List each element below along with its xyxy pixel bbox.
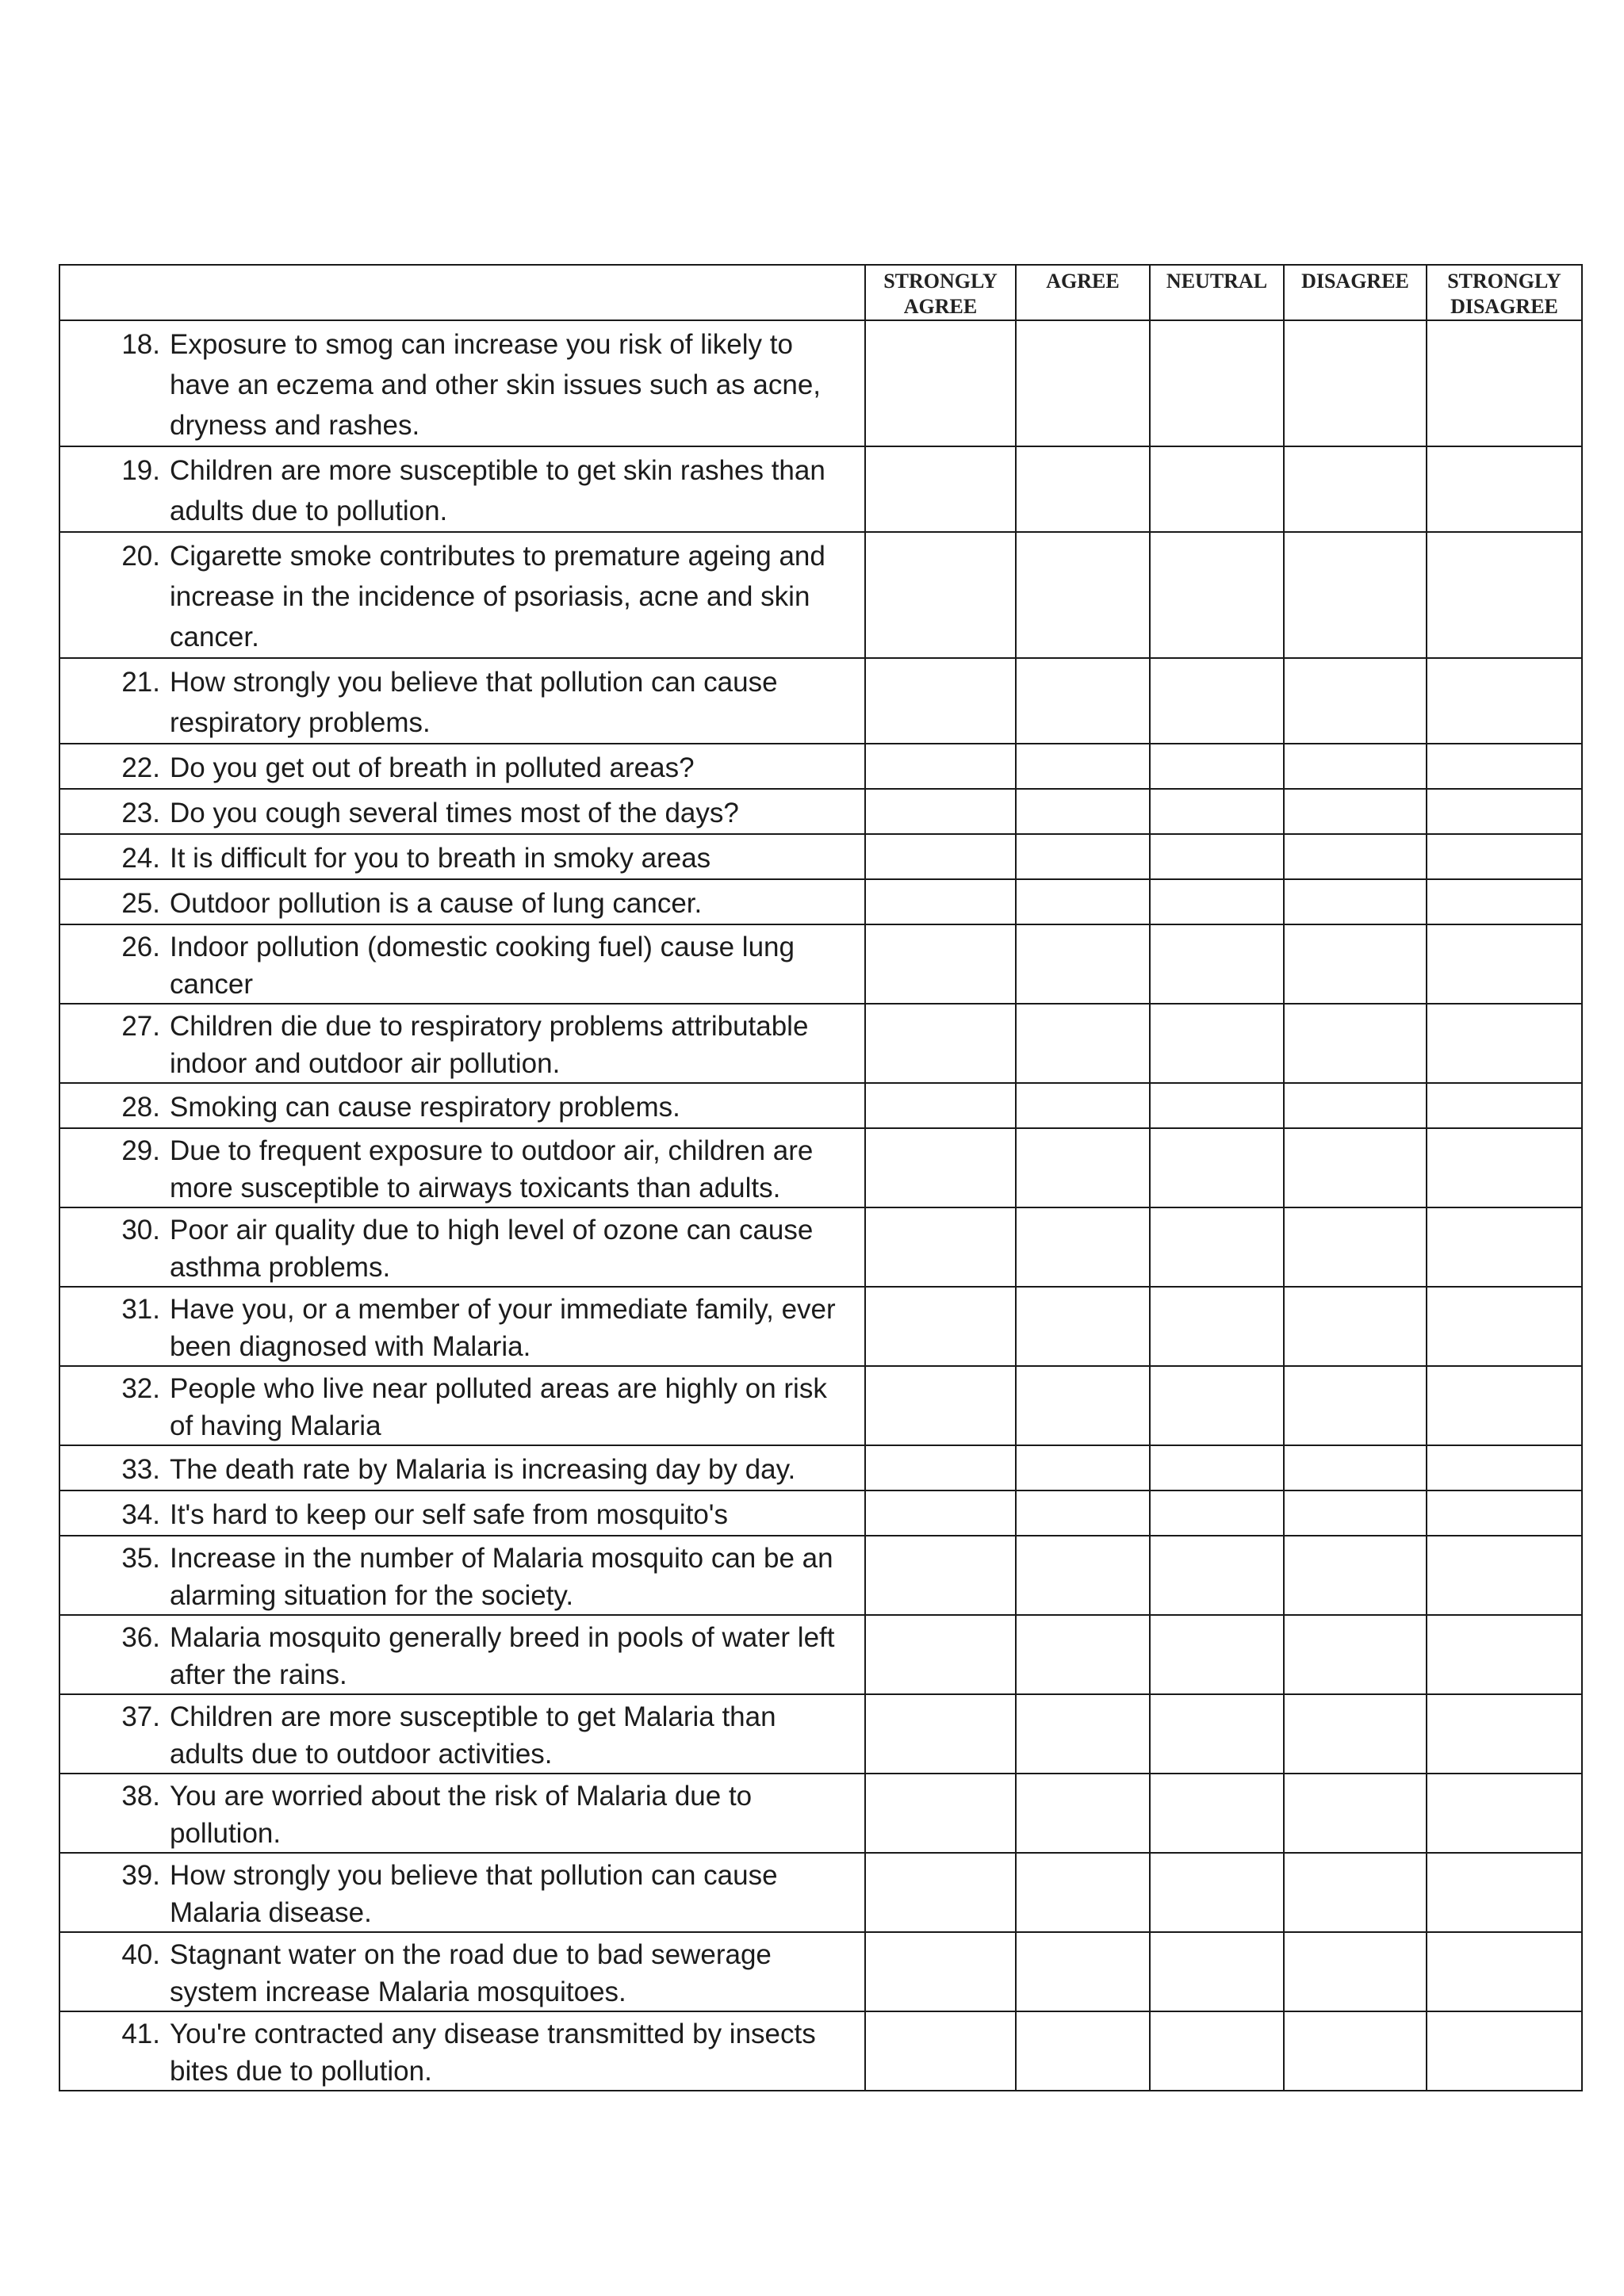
question-content [60,1288,864,1365]
question-number: 37. [121,1701,160,1732]
header-question-column [59,265,865,320]
question-row [59,1615,1582,1694]
question-content [60,659,864,743]
question-content [60,835,864,878]
response-cell-neutral[interactable] [1150,1445,1284,1490]
question-rows [59,320,1582,2091]
header-neutral: NEUTRAL [1150,265,1284,320]
question-number: 34. [121,1499,160,1530]
question-content [60,321,864,446]
question-number: 23. [121,798,160,828]
question-content [60,925,864,1003]
question-row [59,924,1582,1004]
header-row [59,265,1582,320]
question-cell [59,924,865,1004]
question-number: 30. [121,1215,160,1246]
response-cell-disagree[interactable] [1284,744,1427,789]
response-cell-strongly-disagree[interactable] [1427,1536,1582,1615]
question-cell [59,1694,865,1774]
question-content [60,447,864,531]
response-cell-disagree[interactable] [1284,1774,1427,1853]
response-cell-strongly-disagree[interactable] [1427,1128,1582,1207]
question-number: 36. [121,1622,160,1653]
response-cell-disagree[interactable] [1284,1083,1427,1128]
response-cell-agree[interactable] [1016,532,1150,658]
response-cell-strongly-agree[interactable] [865,532,1016,658]
question-row [59,1207,1582,1287]
response-cell-agree[interactable] [1016,1694,1150,1774]
response-cell-strongly-disagree[interactable] [1427,744,1582,789]
response-cell-disagree[interactable] [1284,1853,1427,1932]
question-row [59,1004,1582,1083]
question-cell [59,834,865,879]
response-cell-strongly-agree[interactable] [865,1287,1016,1366]
response-cell-disagree[interactable] [1284,924,1427,1004]
question-cell [59,1004,865,1083]
response-cell-disagree[interactable] [1284,789,1427,834]
question-row [59,1287,1582,1366]
response-cell-neutral[interactable] [1150,834,1284,879]
response-cell-disagree[interactable] [1284,1287,1427,1366]
question-text: It's hard to keep our self safe from mosquito's [170,1499,728,1530]
question-content [60,2012,864,2090]
question-text: The death rate by Malaria is increasing day by day. [170,1454,796,1485]
question-number: 27. [121,1011,160,1042]
question-text: Outdoor pollution is a cause of lung cancer. [170,888,703,919]
response-cell-neutral[interactable] [1150,1287,1284,1366]
question-text: How strongly you believe that pollution can cause respiratory problems. [170,667,778,738]
response-cell-strongly-agree[interactable] [865,924,1016,1004]
question-text: Indoor pollution (domestic cooking fuel) cause lung cancer [170,932,795,1000]
response-cell-neutral[interactable] [1150,1366,1284,1445]
response-cell-strongly-disagree[interactable] [1427,1694,1582,1774]
response-cell-neutral[interactable] [1150,320,1284,446]
response-cell-strongly-agree[interactable] [865,1694,1016,1774]
response-cell-neutral[interactable] [1150,1004,1284,1083]
question-content [60,1695,864,1773]
response-cell-neutral[interactable] [1150,1615,1284,1694]
response-cell-neutral[interactable] [1150,879,1284,924]
question-content [60,1208,864,1286]
response-cell-agree[interactable] [1016,924,1150,1004]
question-content [60,1446,864,1490]
question-cell [59,1207,865,1287]
response-cell-strongly-agree[interactable] [865,879,1016,924]
response-cell-neutral[interactable] [1150,532,1284,658]
response-cell-strongly-disagree[interactable] [1427,446,1582,532]
response-cell-strongly-agree[interactable] [865,834,1016,879]
question-content [60,1084,864,1127]
response-cell-strongly-agree[interactable] [865,789,1016,834]
question-row [59,532,1582,658]
response-cell-strongly-disagree[interactable] [1427,320,1582,446]
response-cell-disagree[interactable] [1284,658,1427,744]
response-cell-agree[interactable] [1016,1366,1150,1445]
question-number: 39. [121,1860,160,1891]
question-number: 20. [121,541,160,572]
question-row [59,879,1582,924]
response-cell-strongly-disagree[interactable] [1427,1615,1582,1694]
question-text: People who live near polluted areas are highly on risk of having Malaria [170,1373,827,1441]
response-cell-strongly-agree[interactable] [865,1207,1016,1287]
question-text: It is difficult for you to breath in smoky areas [170,843,711,874]
response-cell-strongly-disagree[interactable] [1427,1490,1582,1536]
question-number: 21. [121,667,160,698]
question-cell [59,1774,865,1853]
likert-questionnaire-table [59,264,1583,2091]
response-cell-agree[interactable] [1016,879,1150,924]
response-cell-strongly-agree[interactable] [865,1932,1016,2011]
response-cell-strongly-agree[interactable] [865,1536,1016,1615]
response-cell-strongly-agree[interactable] [865,1445,1016,1490]
response-cell-agree[interactable] [1016,1932,1150,2011]
response-cell-strongly-disagree[interactable] [1427,658,1582,744]
question-text: Increase in the number of Malaria mosquito can be an alarming situation for the society. [170,1543,833,1611]
question-cell [59,1853,865,1932]
question-number: 18. [121,329,160,360]
question-row [59,834,1582,879]
question-content [60,880,864,924]
response-cell-neutral[interactable] [1150,1774,1284,1853]
question-content [60,1616,864,1693]
response-cell-agree[interactable] [1016,1287,1150,1366]
question-cell [59,1615,865,1694]
question-cell [59,1128,865,1207]
question-number: 32. [121,1373,160,1404]
question-row [59,1366,1582,1445]
question-number: 22. [121,752,160,783]
question-cell [59,879,865,924]
question-row [59,1853,1582,1932]
question-number: 26. [121,932,160,962]
question-number: 31. [121,1294,160,1325]
question-content [60,790,864,833]
response-cell-agree[interactable] [1016,744,1150,789]
question-content [60,1129,864,1207]
response-cell-strongly-agree[interactable] [865,1774,1016,1853]
question-cell [59,2011,865,2091]
response-cell-neutral[interactable] [1150,1536,1284,1615]
question-cell [59,744,865,789]
question-content [60,1933,864,2011]
response-cell-neutral[interactable] [1150,658,1284,744]
question-row [59,1083,1582,1128]
question-row [59,1694,1582,1774]
response-cell-agree[interactable] [1016,1445,1150,1490]
question-number: 38. [121,1781,160,1812]
question-number: 24. [121,843,160,874]
response-cell-neutral[interactable] [1150,446,1284,532]
response-cell-disagree[interactable] [1284,532,1427,658]
response-cell-strongly-disagree[interactable] [1427,1932,1582,2011]
response-cell-disagree[interactable] [1284,1207,1427,1287]
question-text: Due to frequent exposure to outdoor air, children are more susceptible to airways toxicants than adults. [170,1135,814,1203]
question-content [60,1491,864,1535]
question-text: Have you, or a member of your immediate family, ever been diagnosed with Malaria. [170,1294,836,1362]
question-text: Children are more susceptible to get Malaria than adults due to outdoor activities. [170,1701,776,1770]
response-cell-disagree[interactable] [1284,1932,1427,2011]
question-row [59,658,1582,744]
response-cell-strongly-disagree[interactable] [1427,924,1582,1004]
response-cell-strongly-agree[interactable] [865,1615,1016,1694]
response-cell-strongly-agree[interactable] [865,1490,1016,1536]
question-text: You are worried about the risk of Malaria due to pollution. [170,1781,753,1849]
response-cell-agree[interactable] [1016,1004,1150,1083]
response-cell-disagree[interactable] [1284,1536,1427,1615]
response-cell-strongly-agree[interactable] [865,446,1016,532]
response-cell-strongly-disagree[interactable] [1427,1366,1582,1445]
response-cell-disagree[interactable] [1284,1615,1427,1694]
response-cell-strongly-agree[interactable] [865,744,1016,789]
response-cell-strongly-agree[interactable] [865,658,1016,744]
response-cell-strongly-agree[interactable] [865,1004,1016,1083]
response-cell-strongly-disagree[interactable] [1427,834,1582,879]
question-cell [59,1287,865,1366]
question-content [60,1774,864,1852]
question-number: 35. [121,1543,160,1574]
question-row [59,744,1582,789]
response-cell-agree[interactable] [1016,658,1150,744]
response-cell-disagree[interactable] [1284,1490,1427,1536]
response-cell-agree[interactable] [1016,1774,1150,1853]
response-cell-disagree[interactable] [1284,320,1427,446]
question-text: Cigarette smoke contributes to premature ageing and increase in the incidence of psoriasis, acne and skin cancer. [170,541,825,652]
response-cell-strongly-disagree[interactable] [1427,1207,1582,1287]
response-cell-strongly-disagree[interactable] [1427,789,1582,834]
question-cell [59,1932,865,2011]
response-cell-agree[interactable] [1016,834,1150,879]
response-cell-strongly-agree[interactable] [865,1083,1016,1128]
question-text: You're contracted any disease transmitted by insects bites due to pollution. [170,2019,816,2087]
response-cell-strongly-agree[interactable] [865,2011,1016,2091]
question-number: 40. [121,1939,160,1970]
question-text: Smoking can cause respiratory problems. [170,1092,680,1123]
response-cell-strongly-agree[interactable] [865,320,1016,446]
response-cell-agree[interactable] [1016,320,1150,446]
question-cell [59,532,865,658]
response-cell-strongly-agree[interactable] [865,1366,1016,1445]
question-text: How strongly you believe that pollution can cause Malaria disease. [170,1860,778,1928]
question-number: 28. [121,1092,160,1123]
question-cell [59,1490,865,1536]
question-cell [59,658,865,744]
response-cell-neutral[interactable] [1150,1207,1284,1287]
response-cell-strongly-disagree[interactable] [1427,1004,1582,1083]
response-cell-neutral[interactable] [1150,1853,1284,1932]
question-row [59,1536,1582,1615]
question-content [60,1367,864,1445]
question-number: 19. [121,455,160,486]
response-cell-agree[interactable] [1016,1615,1150,1694]
response-cell-neutral[interactable] [1150,1128,1284,1207]
question-content [60,744,864,788]
response-cell-agree[interactable] [1016,1853,1150,1932]
response-cell-agree[interactable] [1016,1083,1150,1128]
question-text: Do you cough several times most of the days? [170,798,739,828]
question-row [59,1128,1582,1207]
response-cell-disagree[interactable] [1284,1128,1427,1207]
header-agree: AGREE [1016,265,1150,320]
response-cell-strongly-disagree[interactable] [1427,1853,1582,1932]
question-text: Children are more susceptible to get skin rashes than adults due to pollution. [170,455,825,526]
question-text: Poor air quality due to high level of ozone can cause asthma problems. [170,1215,814,1283]
question-row [59,1445,1582,1490]
response-cell-disagree[interactable] [1284,1694,1427,1774]
question-text: Children die due to respiratory problems attributable indoor and outdoor air pollution. [170,1011,809,1079]
question-number: 41. [121,2019,160,2049]
question-number: 33. [121,1454,160,1485]
question-text: Exposure to smog can increase you risk of likely to have an eczema and other skin issues such as acne, dryness and rashes. [170,329,822,441]
question-cell [59,1083,865,1128]
question-cell [59,1536,865,1615]
response-cell-strongly-disagree[interactable] [1427,2011,1582,2091]
response-cell-agree[interactable] [1016,1128,1150,1207]
question-number: 25. [121,888,160,919]
question-cell [59,446,865,532]
response-cell-strongly-disagree[interactable] [1427,1774,1582,1853]
response-cell-neutral[interactable] [1150,2011,1284,2091]
response-cell-disagree[interactable] [1284,2011,1427,2091]
response-cell-agree[interactable] [1016,2011,1150,2091]
response-cell-strongly-disagree[interactable] [1427,879,1582,924]
question-row [59,1490,1582,1536]
response-cell-neutral[interactable] [1150,789,1284,834]
question-row [59,320,1582,446]
question-content [60,1854,864,1931]
question-text: Stagnant water on the road due to bad sewerage system increase Malaria mosquitoes. [170,1939,772,2007]
question-content [60,533,864,657]
response-cell-neutral[interactable] [1150,1083,1284,1128]
question-row [59,2011,1582,2091]
response-cell-disagree[interactable] [1284,834,1427,879]
question-content [60,1536,864,1614]
question-content [60,1004,864,1082]
response-cell-agree[interactable] [1016,1536,1150,1615]
header-strongly-agree: STRONGLY AGREE [865,265,1016,320]
response-cell-neutral[interactable] [1150,1490,1284,1536]
response-cell-strongly-agree[interactable] [865,1128,1016,1207]
response-cell-agree[interactable] [1016,1490,1150,1536]
response-cell-disagree[interactable] [1284,1004,1427,1083]
question-cell [59,789,865,834]
header-disagree: DISAGREE [1284,265,1427,320]
response-cell-disagree[interactable] [1284,1366,1427,1445]
response-cell-agree[interactable] [1016,446,1150,532]
response-cell-agree[interactable] [1016,789,1150,834]
response-cell-strongly-disagree[interactable] [1427,1445,1582,1490]
question-row [59,1932,1582,2011]
response-cell-neutral[interactable] [1150,1932,1284,2011]
response-cell-strongly-disagree[interactable] [1427,532,1582,658]
response-cell-disagree[interactable] [1284,1445,1427,1490]
question-row [59,446,1582,532]
question-text: Malaria mosquito generally breed in pools of water left after the rains. [170,1622,835,1690]
response-cell-neutral[interactable] [1150,924,1284,1004]
question-cell [59,1445,865,1490]
header-strongly-disagree: STRONGLY DISAGREE [1427,265,1582,320]
question-text: Do you get out of breath in polluted areas? [170,752,695,783]
question-cell [59,1366,865,1445]
response-cell-neutral[interactable] [1150,744,1284,789]
response-cell-strongly-disagree[interactable] [1427,1287,1582,1366]
question-row [59,1774,1582,1853]
response-cell-strongly-agree[interactable] [865,1853,1016,1932]
response-cell-neutral[interactable] [1150,1694,1284,1774]
question-number: 29. [121,1135,160,1166]
question-cell [59,320,865,446]
question-row [59,789,1582,834]
response-cell-disagree[interactable] [1284,446,1427,532]
response-cell-strongly-disagree[interactable] [1427,1083,1582,1128]
response-cell-disagree[interactable] [1284,879,1427,924]
response-cell-agree[interactable] [1016,1207,1150,1287]
